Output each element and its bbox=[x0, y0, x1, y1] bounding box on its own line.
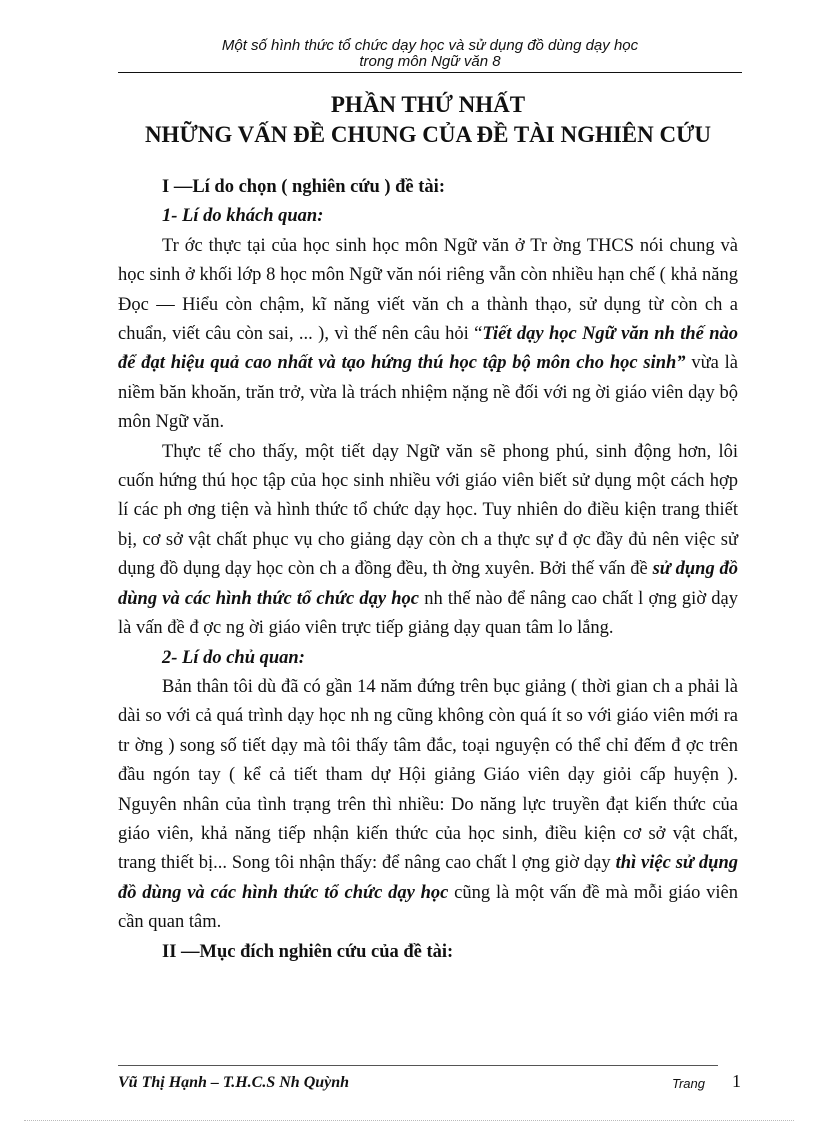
running-header bbox=[118, 38, 742, 70]
paragraph-objective-1 bbox=[118, 232, 738, 438]
paragraph-objective-2 bbox=[118, 438, 738, 644]
subsection-heading-objective: 1- Lí do khách quan: bbox=[162, 206, 324, 227]
part-title bbox=[100, 90, 756, 150]
text-run: vừa là niềm băn khoăn, trăn trở, vừa là trách nhiệm nặng nề đối với ng ời giáo viên dạy bộ môn Ngữ văn. bbox=[118, 353, 738, 433]
text-run: Thực tế cho thấy, một tiết dạy Ngữ văn sẽ phong phú, sinh động hơn, lôi cuốn hứng thú học tập của học sinh nhiều với giáo viên biết sử dụng một cách hợp lí các ph ơng tiện và hình thức tổ chức dạy học. Tuy nhiên do điều kiện trang thiết bị, cơ sở vật chất phục vụ cho giảng dạy còn ch a thực sự đ ợc đầy đủ nên việc sử dụng đồ dụng dạy học còn ch a đồng đều, th ờng xuyên. Bởi thế vấn đề bbox=[118, 441, 738, 580]
text-run: Tr ớc thực tại của học sinh học môn Ngữ văn ở Tr ờng THCS nói chung và học sinh ở khối lớp 8 học môn Ngữ văn nói riêng vẫn còn nhiều hạn chế ( khả năng Đọc — Hiểu còn chậm, kĩ năng viết văn ch a thành thạo, sử dụng từ còn ch a chuẩn, viết câu còn sai, ... ), vì thế nên câu hỏi “ bbox=[118, 235, 738, 345]
footer-rule bbox=[118, 1065, 718, 1066]
emphasis-topic: thì việc sử dụng đồ dùng và các hình thức tổ chức dạy học bbox=[118, 853, 738, 903]
footer-page-label: Trang bbox=[672, 1076, 705, 1091]
emphasis-question: Tiết dạy học Ngữ văn nh thế nào để đạt hiệu quả cao nhất và tạo hứng thú học tập bộ môn cho học sinh” bbox=[118, 324, 738, 374]
page-bottom-divider bbox=[24, 1120, 794, 1121]
text-run: nh thế nào để nâng cao chất l ợng giờ dạy là vấn đề đ ợc ng ời giáo viên trực tiếp giảng dạy quan tâm lo lắng. bbox=[118, 588, 738, 639]
section-heading-1: I —Lí do chọn ( nghiên cứu ) đề tài: bbox=[162, 177, 445, 197]
subsection-heading-subjective: 2- Lí do chủ quan: bbox=[162, 647, 305, 668]
part-title-line-1: PHẦN THỨ NHẤT bbox=[330, 92, 526, 117]
header-line-1: Một số hình thức tổ chức dạy học và sử dụng đồ dùng dạy học bbox=[221, 37, 639, 54]
part-title-line-2: NHỮNG VẤN ĐỀ CHUNG CỦA ĐỀ TÀI NGHIÊN CỨU bbox=[144, 122, 712, 147]
text-run: Bản thân tôi dù đã có gần 14 năm đứng trên bục giảng ( thời gian ch a phải là dài so với cả quá trình dạy học nh ng cũng không còn quá ít so với giáo viên mới ra tr ờng ) song số tiết dạy mà tôi thấy tâm đắc, toại nguyện có thể chỉ đếm đ ợc trên đầu ngón tay ( kể cả tiết tham dự Hội giảng Giáo viên dạy giỏi cấp huyện ). Nguyên nhân của tình trạng trên thì nhiều: Do năng lực truyền đạt kiến thức của giáo viên, khả năng tiếp nhận kiến thức của học sinh, điều kiện cơ sở vật chất, trang thiết bị... Song tôi nhận thấy: để nâng cao chất l ợng giờ dạy bbox=[118, 676, 738, 874]
footer-author: Vũ Thị Hạnh – T.H.C.S Nh Quỳnh bbox=[118, 1074, 350, 1091]
page-number: 1 bbox=[732, 1071, 741, 1091]
section-heading-2: II —Mục đích nghiên cứu của đề tài: bbox=[162, 941, 454, 962]
paragraph-subjective-1 bbox=[118, 673, 738, 938]
header-line-2: trong môn Ngữ văn 8 bbox=[359, 53, 501, 70]
emphasis-topic: sử dụng đồ dùng và các hình thức tổ chức dạy học bbox=[118, 559, 738, 609]
text-run: cũng là một vấn đề mà mỗi giáo viên cần quan tâm. bbox=[118, 882, 738, 933]
document-body bbox=[118, 173, 738, 967]
header-rule bbox=[118, 72, 742, 73]
